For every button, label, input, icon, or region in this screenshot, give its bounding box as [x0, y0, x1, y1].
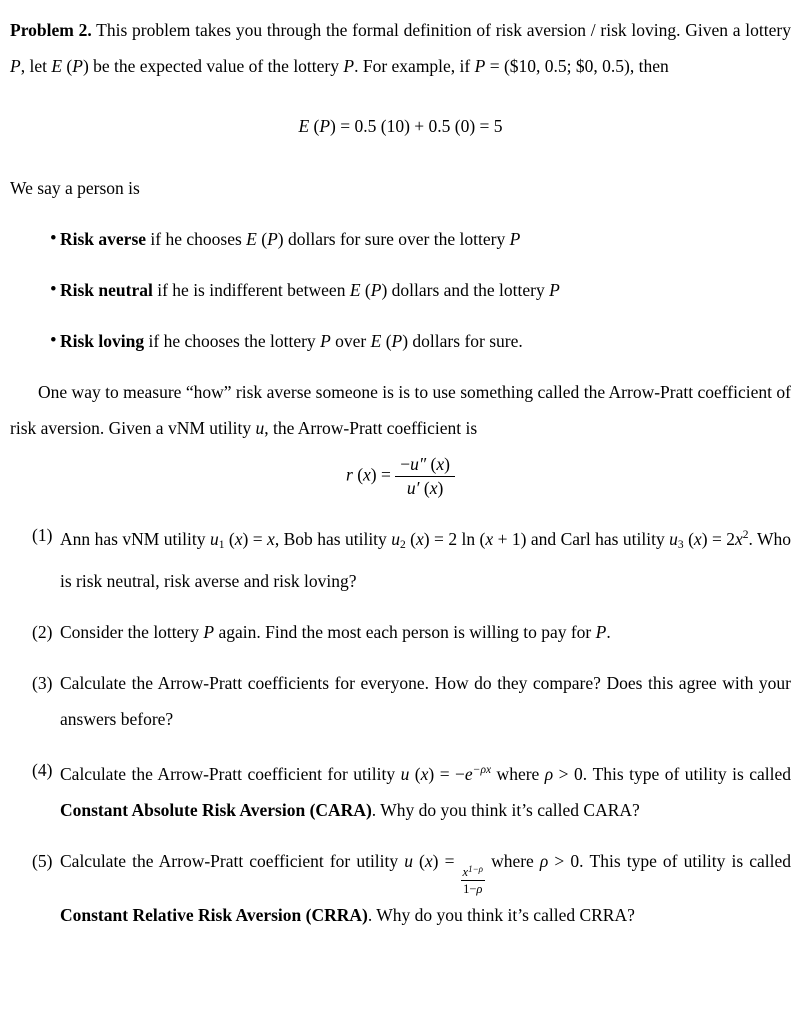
text-segment: ( [426, 454, 437, 474]
list-item-text [60, 229, 520, 249]
question-item-1 [10, 517, 791, 599]
text-segment: if he is indifferent between [152, 280, 350, 300]
expected-value-equation [10, 108, 791, 144]
item-number: (1) [32, 525, 53, 545]
text-segment: if he chooses [146, 229, 247, 249]
fraction-denominator [461, 881, 485, 896]
text-segment: . Who is risk neutral, risk averse and risk loving? [60, 529, 792, 591]
text-segment: ( [405, 529, 416, 549]
text-segment: ) dollars and the lottery [381, 280, 550, 300]
text-segment: r [346, 464, 353, 485]
text-segment: . For example, if [354, 56, 475, 76]
text-segment: ) dollars for sure over the lottery [277, 229, 510, 249]
text-segment: P [391, 331, 403, 351]
question-text [60, 673, 791, 729]
text-segment: if he chooses the lottery [144, 331, 321, 351]
text-segment: ) = [432, 851, 461, 871]
text-segment: ) = − [428, 764, 465, 784]
question-text [60, 764, 791, 820]
item-number: (2) [32, 622, 53, 642]
text-segment: Calculate the Arrow-Pratt coefficient for utility [60, 851, 405, 871]
question-text [60, 622, 611, 642]
text-segment: u [400, 764, 410, 784]
we-say-line [10, 170, 791, 206]
text-segment: x [429, 478, 438, 498]
text-segment: . Why do you think it’s called CARA? [371, 800, 640, 820]
text-segment: Ann has vNM utility [60, 529, 210, 549]
list-item-risk-neutral [10, 272, 791, 308]
text-segment: > 0. This type of utility is called [553, 764, 791, 784]
text-segment: > 0. This type of utility is called [548, 851, 791, 871]
text-segment: P [343, 56, 355, 76]
text-segment: − [400, 454, 411, 474]
text-segment: 1 [218, 539, 225, 551]
list-item-text [60, 280, 560, 300]
text-segment: P [319, 116, 331, 136]
text-segment: ) = 0.5 (10) + 0.5 (0) = 5 [330, 116, 503, 136]
text-segment: E [370, 331, 382, 351]
text-segment: ) [437, 478, 444, 498]
text-segment: , the Arrow-Pratt coefficient is [264, 418, 478, 438]
bullet-icon: • [50, 330, 57, 351]
list-item-risk-averse [10, 221, 791, 257]
text-segment: E [298, 116, 310, 136]
text-segment: x [363, 464, 371, 485]
text-segment: E [246, 229, 257, 249]
text-segment: E [349, 280, 361, 300]
text-segment: One way to measure “how” risk averse someone is is to use something called the Arrow-Pratt coefficient of risk aversion. Given a vNM utility [10, 382, 791, 438]
text-segment: ( [683, 529, 694, 549]
bullet-icon: • [50, 279, 57, 300]
question-item-2 [10, 614, 791, 650]
item-number: (5) [32, 851, 53, 871]
question-text [60, 851, 791, 925]
fraction-denominator [395, 477, 455, 499]
text-segment: u [255, 418, 265, 438]
text-segment: This problem takes you through the formal definition of risk aversion / risk loving. Given a lottery [91, 20, 791, 40]
text-segment: x [420, 764, 429, 784]
text-segment: ( [256, 229, 268, 249]
text-segment: ( [360, 280, 371, 300]
text-segment: ) = [370, 464, 396, 485]
text-segment: + 1) and Carl has utility [493, 529, 670, 549]
text-segment: E [51, 56, 63, 76]
text-segment: over [330, 331, 371, 351]
text-segment: x [735, 529, 743, 549]
text-segment: ) [444, 454, 450, 474]
question-item-5 [10, 843, 791, 933]
list-item-risk-loving [10, 323, 791, 359]
text-segment: ( [224, 529, 235, 549]
text-segment: ) = 2 ln ( [423, 529, 486, 549]
text-segment: ( [409, 764, 421, 784]
text-segment: u [669, 529, 678, 549]
text-segment: P [549, 280, 560, 300]
text-segment: 1−ρ [468, 864, 483, 874]
question-item-3 [10, 665, 791, 737]
text-segment: P [203, 622, 215, 642]
text-segment: 2 [399, 539, 406, 551]
text-segment: Consider the lottery [60, 622, 204, 642]
text-segment: u [209, 529, 219, 549]
question-item-4 [10, 752, 791, 828]
text-segment: ( [309, 116, 320, 136]
item-number: (4) [32, 760, 53, 780]
text-segment: x [693, 529, 702, 549]
text-segment: , Bob has utility [274, 529, 392, 549]
text-segment: Constant Relative Risk Aversion (CRRA) [60, 904, 368, 925]
text-segment: Risk neutral [60, 280, 153, 300]
text-segment: x [436, 454, 445, 474]
text-segment: P [474, 56, 486, 76]
text-segment: −ρx [472, 764, 492, 776]
fraction [461, 864, 485, 897]
text-segment: again. Find the most each person is willing to pay for [214, 622, 596, 642]
text-segment: x [424, 851, 433, 871]
text-segment: . Why do you think it’s called CRRA? [367, 904, 635, 925]
text-segment: where [485, 851, 540, 871]
text-segment: 3 [677, 539, 684, 551]
list-item-text [60, 331, 523, 351]
text-segment: ) = [242, 529, 268, 549]
risk-definitions-list [10, 221, 791, 359]
problem-statement-paragraph [10, 12, 791, 84]
text-segment: , let [20, 56, 52, 76]
item-number: (3) [32, 673, 53, 693]
text-segment: x [234, 529, 243, 549]
text-segment: P [509, 229, 521, 249]
text-segment: ρ [476, 882, 483, 897]
text-segment: e [464, 764, 473, 784]
text-segment: ρ [544, 764, 554, 784]
bullet-icon: • [50, 228, 57, 249]
text-segment: ( [419, 478, 430, 498]
text-segment: ) = 2 [701, 529, 736, 549]
text-segment: where [491, 764, 545, 784]
questions-list [10, 517, 791, 933]
text-segment: P [10, 56, 21, 76]
text-segment: ) dollars for sure. [402, 331, 523, 351]
text-segment: x [267, 529, 275, 549]
text-segment: ( [352, 464, 364, 485]
text-segment: x [462, 865, 469, 879]
text-segment: P [595, 622, 607, 642]
text-segment: ( [62, 56, 73, 76]
fraction [395, 454, 455, 499]
text-segment: u [404, 851, 413, 871]
text-segment: Risk averse [60, 229, 147, 249]
text-segment: Constant Absolute Risk Aversion (CARA) [60, 800, 372, 820]
text-segment: u [391, 529, 400, 549]
text-segment: P [267, 229, 278, 249]
text-segment: ( [381, 331, 392, 351]
fraction-numerator [395, 454, 455, 477]
arrow-pratt-paragraph [10, 374, 791, 446]
text-segment: 1− [463, 882, 477, 897]
text-segment: ( [412, 851, 425, 871]
text-segment: ρ [539, 851, 549, 871]
text-segment: Risk loving [60, 331, 145, 351]
text-segment: 2 [742, 529, 749, 541]
text-segment: Problem 2. [10, 20, 92, 40]
text-segment: u″ [410, 454, 427, 474]
text-segment: P [370, 280, 382, 300]
text-segment: u′ [406, 478, 420, 498]
text-segment: x [416, 529, 424, 549]
text-segment: We say a person is [10, 178, 140, 198]
text-segment: P [72, 56, 83, 76]
fraction-numerator [461, 864, 485, 881]
arrow-pratt-equation [10, 454, 791, 499]
text-segment: Calculate the Arrow-Pratt coefficient for utility [60, 764, 401, 784]
text-segment: ) be the expected value of the lottery [82, 56, 344, 76]
text-segment: Calculate the Arrow-Pratt coefficients for everyone. How do they compare? Does this agree with your answers before? [60, 673, 791, 729]
question-text [60, 529, 791, 591]
text-segment: = ($10, 0.5; $0, 0.5), then [485, 56, 669, 76]
text-segment: . [606, 622, 611, 642]
text-segment: P [320, 331, 331, 351]
text-segment: x [485, 529, 494, 549]
